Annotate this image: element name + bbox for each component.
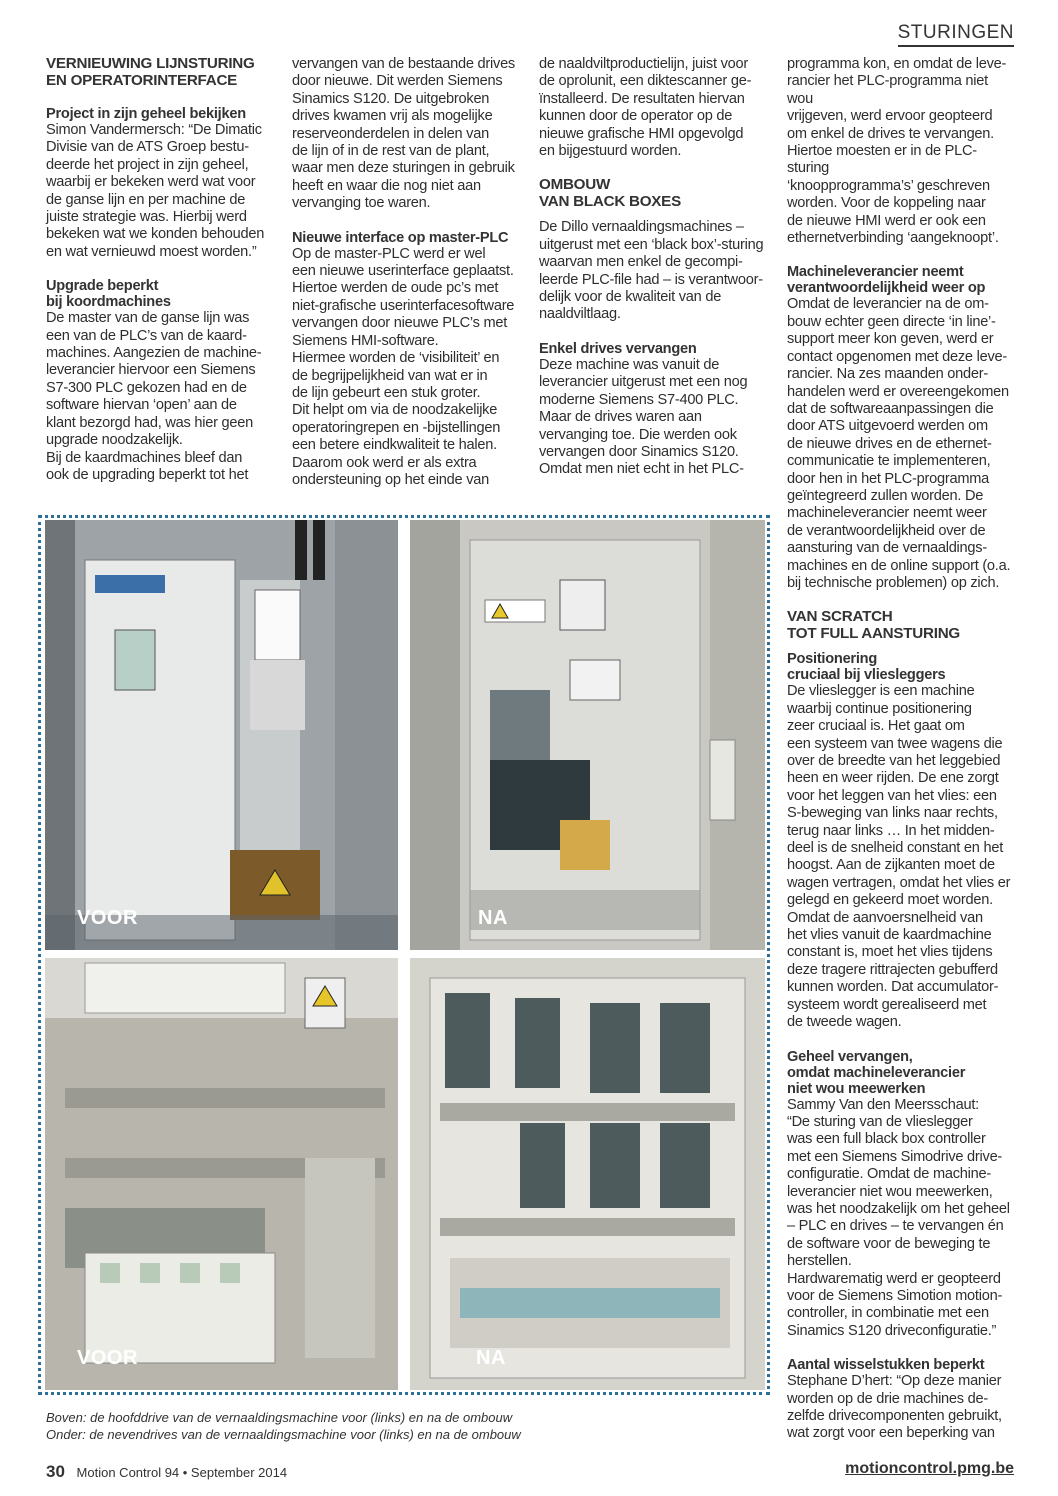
text-line: zelfde drivecomponenten gebruikt, — [787, 1408, 1002, 1424]
subheading-leverancier — [787, 264, 1015, 296]
text-line: de ganse lijn en per machine de — [46, 191, 246, 208]
text-line: bij technische problemen) op zich. — [787, 574, 1000, 591]
text-line: support meer kon geven, werd er — [787, 331, 994, 348]
text-line: het vlies vanuit de kaardmachine — [787, 927, 992, 944]
text-line: reserveonderdelen in delen van — [292, 125, 489, 142]
text-line: Onder: de nevendrives van de vernaaldingsmachine voor (links) en na de ombouw — [46, 1426, 521, 1442]
text-line: een van de PLC’s van de kaard- — [46, 327, 247, 344]
text-line: de naaldviltproductielijn, juist voor — [539, 56, 748, 72]
text-line: waarvan men enkel de gecompi- — [539, 254, 743, 271]
text-line: waar men deze sturingen in gebruik — [292, 160, 515, 177]
text-line: rancier het PLC-programma niet wou — [787, 73, 988, 107]
text-line: Sammy Van den Meersschaut: — [787, 1096, 979, 1113]
text-line: operatoringrepen en -bijstellingen — [292, 419, 501, 436]
footer-left — [46, 1462, 287, 1482]
section-tag: STURINGEN — [898, 22, 1014, 47]
text-line: leverancier hiervoor een Siemens — [46, 362, 256, 379]
website-link[interactable]: motioncontrol.pmg.be — [845, 1460, 1014, 1477]
cabinet-illustration — [410, 958, 765, 1390]
text-line: naaldviltlaag. — [539, 306, 621, 323]
text-line: Geheel vervangen, — [787, 1048, 913, 1065]
text-line: aansturing van de vernaaldings- — [787, 540, 987, 557]
text-line: waarbij er bekeken werd wat voor — [46, 174, 256, 191]
text-line: de tweede wagen. — [787, 1014, 902, 1031]
text-line: en wat vernieuwd moest worden.” — [46, 243, 257, 260]
text-line: terug naar links … In het midden- — [787, 822, 995, 839]
text-line: herstellen. — [787, 1253, 852, 1270]
subheading-geheel — [787, 1049, 1015, 1097]
text-line: hoogst. Aan de zijkanten moet de — [787, 857, 995, 874]
text-line: een betere eindkwaliteit te halen. — [292, 437, 497, 454]
text-line: controller, in combinatie met een — [787, 1305, 989, 1322]
text-line: Hardwarematig werd er geopteerd — [787, 1270, 1001, 1287]
text-line: De master van de ganse lijn was — [46, 310, 250, 327]
text-line: was een full black box controller — [787, 1131, 986, 1148]
paragraph-positionering — [787, 683, 1015, 1031]
column-3 — [539, 56, 771, 479]
text-line: drives kwamen vrij als mogelijke — [292, 108, 493, 125]
text-line: deel is de snelheid constant en het — [787, 840, 1003, 857]
text-line: machineleverancier neemt weer — [787, 505, 987, 522]
text-line: de nieuwe drives en de ethernet- — [787, 435, 992, 452]
cabinet-illustration — [410, 520, 765, 950]
text-line: en bijgestuurd worden. — [539, 143, 682, 160]
text-line: Omdat men niet echt in het PLC- — [539, 461, 744, 478]
paragraph-wisselstukken — [787, 1373, 1015, 1443]
text-line: programma kon, en omdat de leve- — [787, 56, 1007, 72]
text-line: gelegd en gekeerd moet worden. — [787, 892, 993, 909]
text-line: – PLC en drives – te vervangen én — [787, 1218, 1004, 1235]
text-line: software hiervan ‘open’ aan de — [46, 397, 237, 414]
text-line: door ATS uitgevoerd werden om — [787, 418, 988, 435]
text-line: Siemens HMI-software. — [292, 332, 439, 349]
paragraph-upgrade — [46, 310, 278, 484]
subheading-interface: Nieuwe interface op master-PLC — [292, 229, 509, 246]
text-line: waarbij continue positionering — [787, 700, 972, 717]
paragraph-scanner — [539, 56, 771, 160]
photo-label-na: NA — [476, 1347, 506, 1369]
text-line: De vlieslegger is een machine — [787, 683, 975, 700]
text-line: EN OPERATORINTERFACE — [46, 71, 238, 89]
text-line: constant is, moet het vlies tijdens — [787, 944, 993, 961]
text-line: vervangen door Sinamics S120. — [539, 443, 739, 460]
text-line: vervangen door nieuwe PLC’s met — [292, 315, 508, 332]
text-line: de lijn gebeurt een stuk groter. — [292, 384, 481, 401]
column-2 — [292, 56, 524, 489]
text-line: door hen in het PLC-programma — [787, 470, 990, 487]
text-line: configuratie. Omdat de machine- — [787, 1166, 991, 1183]
text-line: “De sturing van de vlieslegger — [787, 1113, 973, 1130]
text-line: Hiertoe werden de oude pc’s met — [292, 280, 499, 297]
text-line: ook de upgrading beperkt tot het — [46, 466, 249, 483]
text-line: ethernetverbinding ‘aangeknoopt’. — [787, 230, 999, 247]
text-line: Daarom ook werd er als extra — [292, 454, 477, 471]
photo-main-drive-after — [410, 520, 765, 950]
text-line: nieuwe grafische HMI opgevolgd — [539, 125, 744, 142]
text-line: door nieuwe. Dit werden Siemens — [292, 73, 503, 90]
text-line: ïnstalleerd. De resultaten hiervan — [539, 90, 745, 107]
text-line: deze tragere rittrajecten gebufferd — [787, 961, 998, 978]
heading-vernieuwing — [46, 56, 278, 89]
paragraph-project — [46, 122, 278, 261]
text-line: Omdat de leverancier na de om- — [787, 296, 989, 313]
text-line: Boven: de hoofddrive van de vernaaldingsmachine voor (links) en na de ombouw — [46, 1410, 513, 1425]
text-line: bij koordmachines — [46, 294, 171, 311]
text-line: heen en weer rijden. De ene zorgt — [787, 770, 999, 787]
text-line: klant bezorgd had, was hier geen — [46, 414, 253, 431]
text-line: Omdat de aanvoersnelheid van — [787, 909, 983, 926]
text-line: Dit helpt om via de noodzakelijke — [292, 402, 498, 419]
heading-scratch — [787, 609, 1015, 642]
text-line: TOT FULL AANSTURING — [787, 624, 960, 642]
photo-caption — [46, 1410, 766, 1443]
text-line: bekeken wat we konden behouden — [46, 226, 265, 243]
text-line: zeer cruciaal is. Het gaat om — [787, 718, 965, 735]
photo-label-na: NA — [478, 907, 508, 929]
subheading-drives: Enkel drives vervangen — [539, 340, 697, 357]
subheading-wisselstukken: Aantal wisselstukken beperkt — [787, 1357, 985, 1374]
text-line: niet-grafische userinterfacesoftware — [292, 297, 515, 314]
text-line: Sinamics S120 driveconfiguratie.” — [787, 1322, 997, 1339]
text-line: De Dillo vernaaldingsmachines – — [539, 219, 744, 236]
text-line: cruciaal bij vliesleggers — [787, 667, 946, 684]
text-line: ‘knoopprogramma’s’ geschreven — [787, 177, 990, 194]
text-line: Stephane D’hert: “Op deze manier — [787, 1373, 1002, 1390]
text-line: worden op de drie machines de- — [787, 1390, 988, 1407]
text-line: VERNIEUWING LIJNSTURING — [46, 55, 255, 72]
photo-main-drive-before — [45, 520, 398, 950]
text-line: machines. Aangezien de machine- — [46, 345, 262, 362]
paragraph-plc-programma — [787, 56, 1015, 247]
text-line: Divisie van de ATS Groep bestu- — [46, 139, 249, 156]
text-line: was het noodzakelijk om het geheel — [787, 1200, 1010, 1217]
text-line: Sinamics S120. De uitgebroken — [292, 90, 490, 107]
text-line: Deze machine was vanuit de — [539, 356, 720, 373]
text-line: wat zorgt voor een beperking van — [787, 1425, 995, 1442]
text-line: delijk voor de kwaliteit van de — [539, 289, 722, 306]
text-line: leverancier niet wou meewerken, — [787, 1183, 993, 1200]
text-line: moderne Siemens S7-400 PLC. — [539, 391, 739, 408]
column-4 — [787, 56, 1015, 1443]
text-line: niet wou meewerken — [787, 1080, 926, 1097]
paragraph-ombouw — [539, 219, 771, 323]
text-line: ondersteuning op het einde van — [292, 471, 489, 488]
text-line: kunnen worden. Dat accumulator- — [787, 979, 999, 996]
text-line: juiste strategie was. Hierbij werd — [46, 209, 247, 226]
paragraph-interface — [292, 246, 524, 490]
text-line: de verantwoordelijkheid over de — [787, 522, 986, 539]
text-line: een nieuwe userinterface geplaatst. — [292, 263, 514, 280]
text-line: Op de master-PLC werd er wel — [292, 245, 486, 262]
text-line: Simon Vandermersch: “De Dimatic — [46, 122, 262, 138]
cabinet-illustration — [45, 958, 398, 1390]
text-line: de lijn of in de rest van de plant, — [292, 143, 490, 160]
text-line: wagen vertragen, omdat het vlies er — [787, 874, 1011, 891]
photo-label-voor: VOOR — [77, 907, 138, 929]
paragraph-drives-continued — [292, 56, 524, 213]
text-line: voor de Siemens Simotion motion- — [787, 1287, 1003, 1304]
text-line: worden. Voor de koppeling naar — [787, 195, 986, 212]
text-line: Hiertoe moesten er in de PLC-sturing — [787, 143, 977, 177]
text-line: S-beweging van links naar rechts, — [787, 805, 998, 822]
photo-aux-drives-before — [45, 958, 398, 1390]
text-line: vervangen van de bestaande drives — [292, 56, 515, 72]
text-line: over de breedte van het leggebied — [787, 753, 1001, 769]
text-line: Upgrade beperkt — [46, 278, 159, 295]
text-line: Machineleverancier neemt — [787, 264, 964, 281]
text-line: leerde PLC-file had – is verantwoor- — [539, 271, 763, 288]
subheading-project: Project in zijn geheel bekijken — [46, 106, 246, 122]
paragraph-drives — [539, 357, 771, 479]
text-line: geïntegreerd zullen worden. De — [787, 487, 984, 504]
text-line: machines en de online support (o.a. — [787, 557, 1011, 574]
text-line: contact opgenomen met deze leve- — [787, 348, 1007, 365]
text-line: de oprolunit, een diktescanner ge- — [539, 73, 752, 90]
photo-label-voor: VOOR — [77, 1347, 138, 1369]
text-line: OMBOUW — [539, 176, 611, 194]
cabinet-illustration — [45, 520, 398, 950]
text-line: leverancier uitgerust met een nog — [539, 374, 748, 391]
text-line: S7-300 PLC gekozen had en de — [46, 379, 247, 396]
text-line: vrijgeven, werd ervoor geopteerd — [787, 108, 993, 125]
text-line: voor het leggen van het vlies: een — [787, 787, 997, 804]
issue-info: Motion Control 94 • September 2014 — [76, 1465, 288, 1480]
heading-ombouw — [539, 177, 771, 210]
text-line: communicatie te implementeren, — [787, 453, 991, 470]
text-line: de begrijpelijkheid van wat er in — [292, 367, 488, 384]
text-line: upgrade noodzakelijk. — [46, 432, 183, 449]
text-line: omdat machineleverancier — [787, 1064, 966, 1081]
text-line: Positionering — [787, 651, 877, 668]
paragraph-geheel — [787, 1097, 1015, 1341]
text-line: vervanging toe. Die werden ook — [539, 426, 737, 443]
subheading-upgrade — [46, 278, 278, 310]
page-number: 30 — [46, 1462, 65, 1481]
text-line: rancier. Na zes maanden onder- — [787, 366, 988, 383]
text-line: de software voor de beweging te — [787, 1235, 991, 1252]
text-line: om enkel de drives te vervangen. — [787, 125, 994, 142]
text-line: VAN SCRATCH — [787, 608, 893, 626]
text-line: verantwoordelijkheid weer op — [787, 280, 986, 297]
text-line: de nieuwe HMI werd er ook een — [787, 212, 986, 229]
text-line: bouw echter geen directe ‘in line’- — [787, 313, 996, 330]
text-line: dat de softwareaanpassingen die — [787, 400, 994, 417]
text-line: een systeem van twee wagens die — [787, 735, 1003, 752]
photo-aux-drives-after — [410, 958, 765, 1390]
text-line: Hiermee worden de ‘visibiliteit’ en — [292, 350, 500, 367]
text-line: systeem wordt gerealiseerd met — [787, 996, 987, 1013]
text-line: Maar de drives waren aan — [539, 409, 702, 426]
text-line: uitgerust met een ‘black box’-sturing — [539, 236, 764, 253]
column-1 — [46, 56, 278, 484]
text-line: Bij de kaardmachines bleef dan — [46, 449, 243, 466]
text-line: vervanging toe waren. — [292, 195, 431, 212]
paragraph-leverancier — [787, 296, 1015, 592]
subheading-positionering — [787, 651, 1015, 683]
text-line: kunnen door de operator op de — [539, 108, 733, 125]
text-line: heeft en waar die nog niet aan — [292, 177, 481, 194]
text-line: deerde het project in zijn geheel, — [46, 156, 249, 173]
text-line: handelen werd er overeengekomen — [787, 383, 1009, 400]
text-line: met een Siemens Simodrive drive- — [787, 1148, 1003, 1165]
text-line: VAN BLACK BOXES — [539, 192, 681, 210]
